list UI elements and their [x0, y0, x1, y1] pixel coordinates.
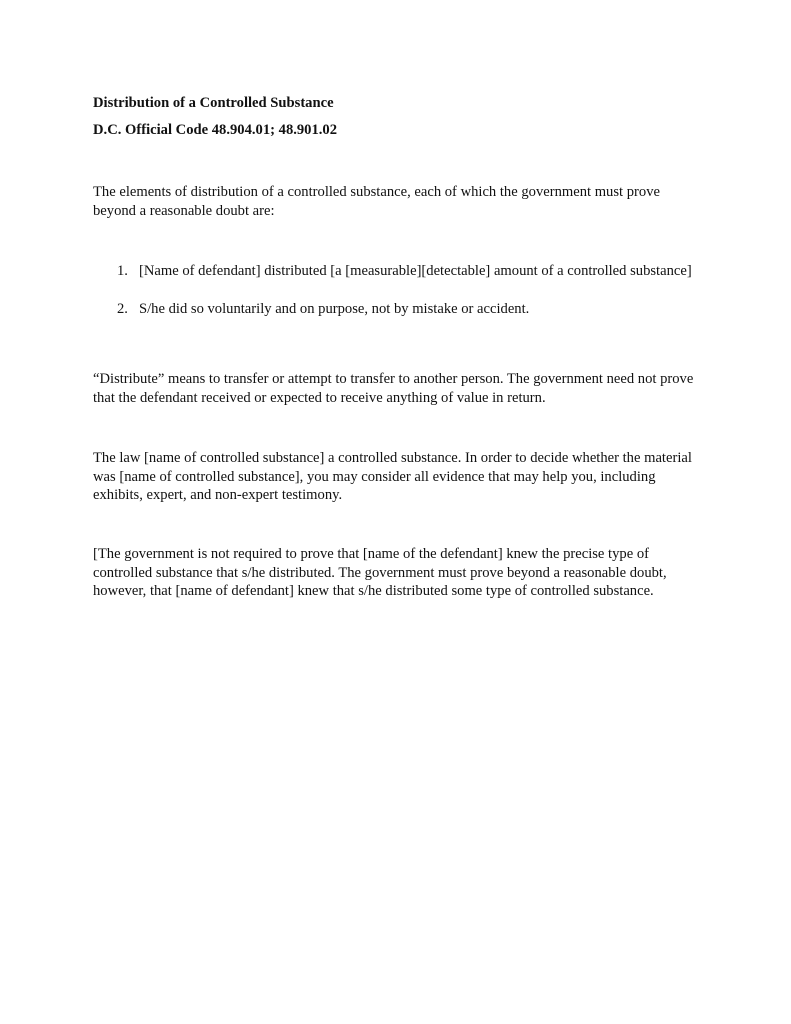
intro-paragraph: The elements of distribution of a controlled substance, each of which the government must prove beyond a reasonable doubt are: — [93, 184, 660, 219]
list-item-text: [Name of defendant] distributed [a [measurable][detectable] amount of a controlled substance] — [139, 263, 692, 279]
code-reference: D.C. Official Code 48.904.01; 48.901.02 — [93, 122, 338, 138]
list-item-text: S/he did so voluntarily and on purpose, not by mistake or accident. — [139, 300, 530, 317]
list-item-number: 1. — [117, 263, 128, 279]
list-item-number: 2. — [117, 300, 128, 317]
distribute-definition-paragraph: “Distribute” means to transfer or attempt to transfer to another person. The government need not prove that the defendant received or expected to receive anything of value in return. — [93, 371, 694, 406]
list-item — [93, 262, 693, 281]
document-title: Distribution of a Controlled Substance — [93, 95, 334, 111]
law-paragraph: The law [name of controlled substance] a controlled substance. In order to decide whether the material was [name of controlled substance], you may consider all evidence that may help you, including exhibits, expert, and non-expert testimony. — [93, 450, 692, 504]
knowledge-paragraph: [The government is not required to prove that [name of the defendant] knew the precise type of controlled substance that s/he distributed. The government must prove beyond a reasonable doubt, however, that [name of defendant] knew that s/he distributed some type of controlled substance. — [93, 546, 667, 600]
elements-list — [93, 262, 693, 318]
list-item — [93, 300, 693, 319]
